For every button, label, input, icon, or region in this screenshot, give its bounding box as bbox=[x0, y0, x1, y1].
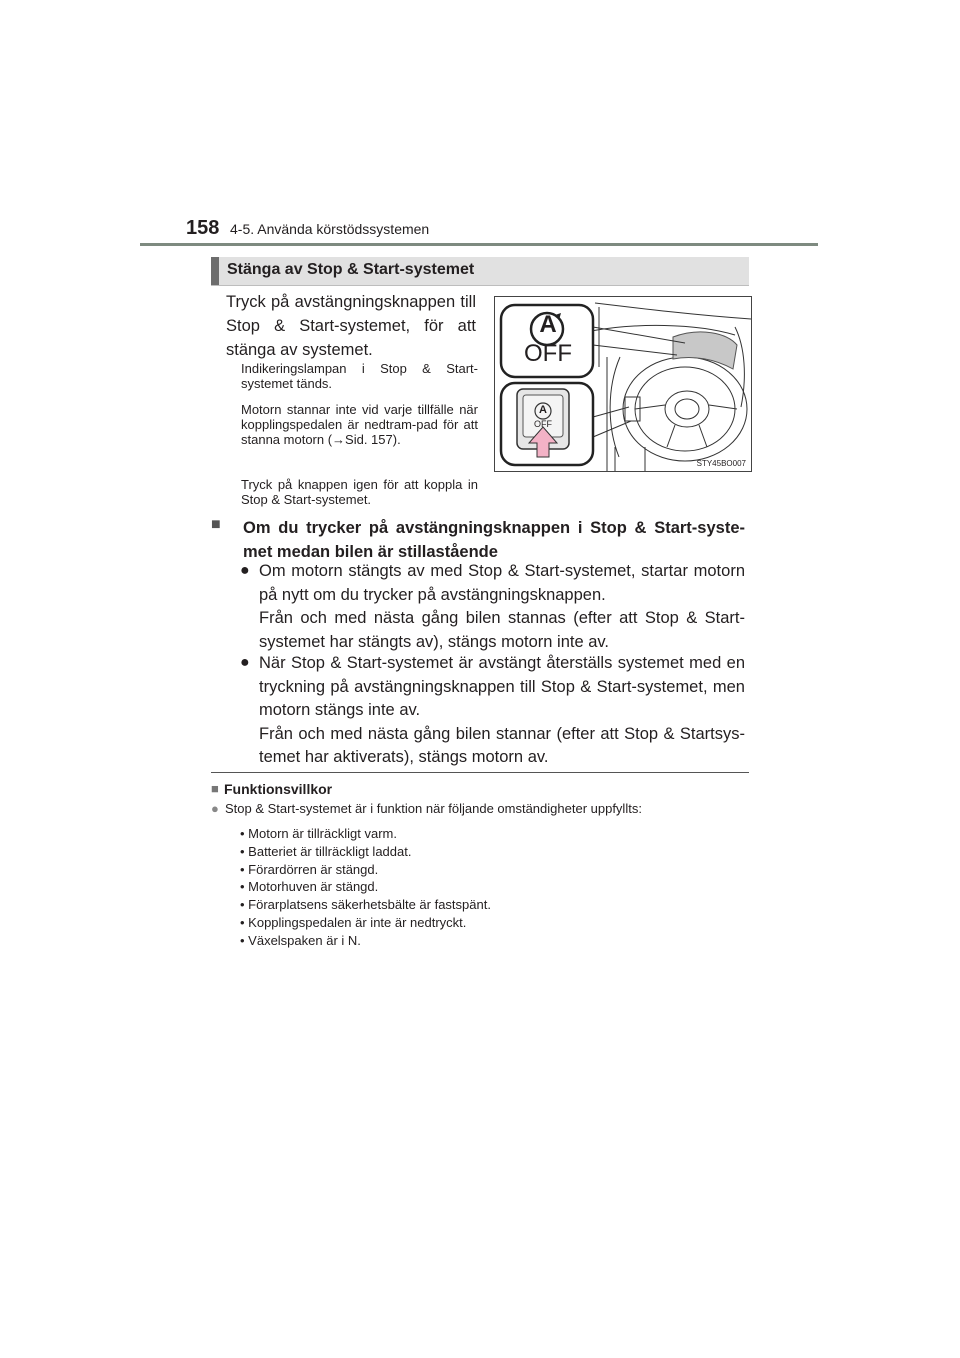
list-item: • Batteriet är tillräckligt laddat. bbox=[240, 843, 412, 859]
bullet-item-reset bbox=[259, 652, 745, 770]
divider bbox=[211, 772, 749, 773]
chapter-title: 4-5. Använda körstödssystemen bbox=[230, 221, 430, 237]
button-letter-small: A bbox=[539, 404, 547, 416]
note-reactivate: Tryck på knappen igen för att koppla in Stop & Start-systemet. bbox=[241, 477, 478, 507]
conditions-title: Funktionsvillkor bbox=[224, 781, 333, 797]
dot-bullet-icon: ● bbox=[211, 801, 219, 816]
intro-text: Tryck på avstängningsknappen till Stop & Start-systemet, för att stänga av systemet. bbox=[226, 293, 476, 359]
section-title: Stänga av Stop & Start-systemet bbox=[227, 261, 475, 278]
header-rule bbox=[140, 243, 818, 246]
section-bar-accent bbox=[211, 257, 219, 285]
subheading: Om du trycker på avstängningsknappen i Stop & Start-syste-met medan bilen är stillastående bbox=[243, 519, 745, 561]
note-indicator-lamp: Indikeringslampan i Stop & Start-systemet tänds. bbox=[241, 361, 478, 391]
section-bar bbox=[211, 257, 749, 286]
square-bullet-icon: ■ bbox=[211, 516, 221, 533]
list-item: • Förardörren är stängd. bbox=[240, 861, 379, 877]
list-item: • Motorhuven är stängd. bbox=[240, 879, 379, 895]
list-item: • Förarplatsens säkerhetsbälte är fastspänt. bbox=[240, 897, 491, 913]
button-letter-large: A bbox=[539, 311, 557, 338]
paragraph: Från och med nästa gång bilen stannar (efter att Stop & Startsys-temet har aktiverats), stängs motorn av. bbox=[259, 724, 745, 766]
square-bullet-icon: ■ bbox=[211, 781, 219, 796]
page-number: 158 bbox=[186, 217, 220, 239]
paragraph: Från och med nästa gång bilen stannas (efter att Stop & Start-systemet har stängts av), stängs motorn inte av. bbox=[259, 609, 745, 651]
paragraph: Om motorn stängts av med Stop & Start-systemet, startar motorn på nytt om du trycker på avstängningsknappen. bbox=[259, 562, 745, 604]
button-label-small: OFF bbox=[534, 419, 552, 429]
bullet-item-restart bbox=[259, 560, 745, 654]
figure-code: STY45BO007 bbox=[696, 459, 746, 468]
dot-bullet-icon: ● bbox=[240, 562, 250, 579]
conditions-intro: Stop & Start-systemet är i funktion när följande omständigheter uppfyllts: bbox=[225, 801, 642, 816]
conditions-list bbox=[240, 825, 491, 950]
note-engine-stop: Motorn stannar inte vid varje tillfälle när kopplingspedalen är nedtram-pad för att stanna motorn (→Sid. 157). bbox=[241, 402, 478, 447]
dashboard-illustration bbox=[494, 296, 752, 472]
button-label-large: OFF bbox=[524, 340, 572, 367]
paragraph: När Stop & Start-systemet är avstängt återställs systemet med en tryckning på avstängningsknappen till Stop & Start-systemet, men motorn stängs inte av. bbox=[259, 654, 745, 719]
list-item: • Motorn är tillräckligt varm. bbox=[240, 826, 397, 841]
list-item: • Växelspaken är i N. bbox=[240, 932, 361, 948]
dot-bullet-icon: ● bbox=[240, 654, 250, 671]
list-item: • Kopplingspedalen är inte är nedtryckt. bbox=[240, 914, 467, 930]
